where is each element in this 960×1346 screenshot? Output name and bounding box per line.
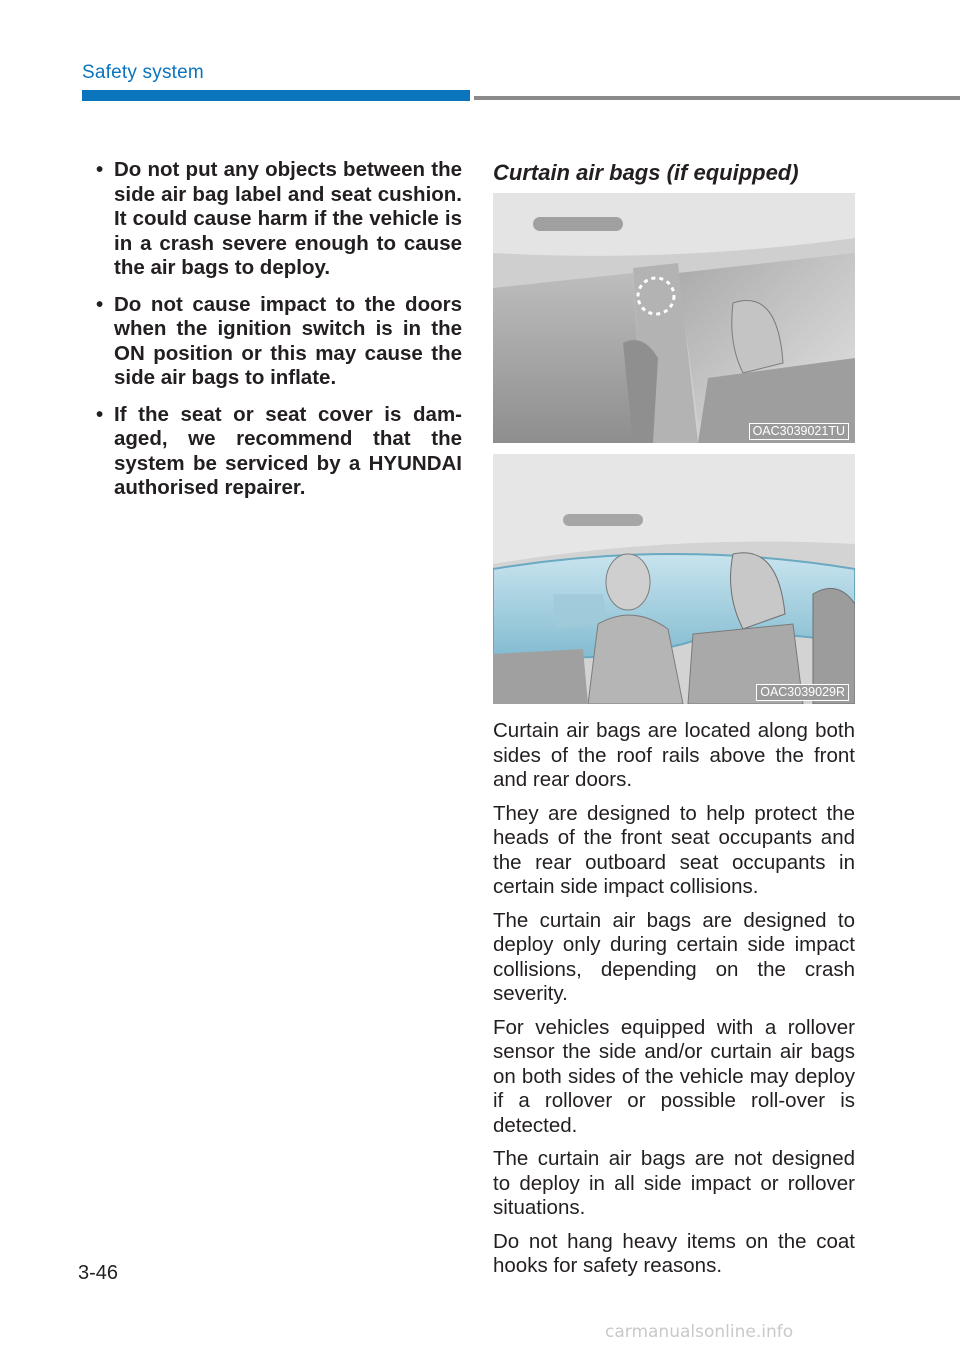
curtain-airbag-section — [493, 158, 855, 1288]
body-paragraph: For vehicles equipped with a rollover sensor the side and/or curtain air bags on both sides of the vehicle may deploy if a rollover or possible roll-over is detected. — [493, 1015, 855, 1137]
curtain-illustration — [493, 454, 855, 704]
header-bar-gray — [474, 96, 960, 100]
warning-item — [96, 403, 462, 501]
curtain-paragraphs — [493, 719, 855, 1279]
bullet: • — [96, 402, 104, 426]
curtain-heading: Curtain air bags (if equipped) — [493, 160, 799, 185]
warning-text: Do not put any objects between the side air bag label and seat cushion. It could cause harm if the vehicle is in a crash severe enough to cause the air bags to deploy. — [114, 158, 462, 279]
figure-curtain-airbag-deployed — [493, 454, 855, 704]
warning-text: If the seat or seat cover is dam-aged, we recommend that the system be serviced by a HYUNDAI authorised repairer. — [114, 402, 462, 499]
body-paragraph: The curtain air bags are designed to deploy only during certain side impact collisions, depending on the crash severity. — [493, 908, 855, 1005]
header-bar-blue — [82, 90, 470, 101]
body-paragraph: Curtain air bags are located along both sides of the roof rails above the front and rear doors. — [493, 719, 855, 791]
pillar-illustration — [493, 193, 855, 443]
body-paragraph: Do not hang heavy items on the coat hooks for safety reasons. — [493, 1229, 855, 1277]
warning-list — [96, 158, 462, 513]
figure-pillar-airbag-location — [493, 193, 855, 443]
figure-code-label: OAC3039029R — [756, 684, 849, 701]
figure-code-label: OAC3039021TU — [749, 423, 849, 440]
section-title: Safety system — [82, 62, 204, 83]
page-number: 3-46 — [78, 1262, 119, 1284]
bullet: • — [96, 292, 104, 316]
watermark: carmanualsonline.info — [605, 1322, 794, 1342]
warning-text: Do not cause impact to the doors when the ignition switch is in the ON position or this may cause the side air bags to inflate. — [114, 292, 462, 389]
body-paragraph: They are designed to help protect the heads of the front seat occupants and the rear outboard seat occupants in certain side impact collisions. — [493, 801, 855, 898]
body-paragraph: The curtain air bags are not designed to deploy in all side impact or rollover situations. — [493, 1147, 855, 1219]
warning-item — [96, 158, 462, 281]
warning-item — [96, 293, 462, 391]
bullet: • — [96, 158, 104, 181]
